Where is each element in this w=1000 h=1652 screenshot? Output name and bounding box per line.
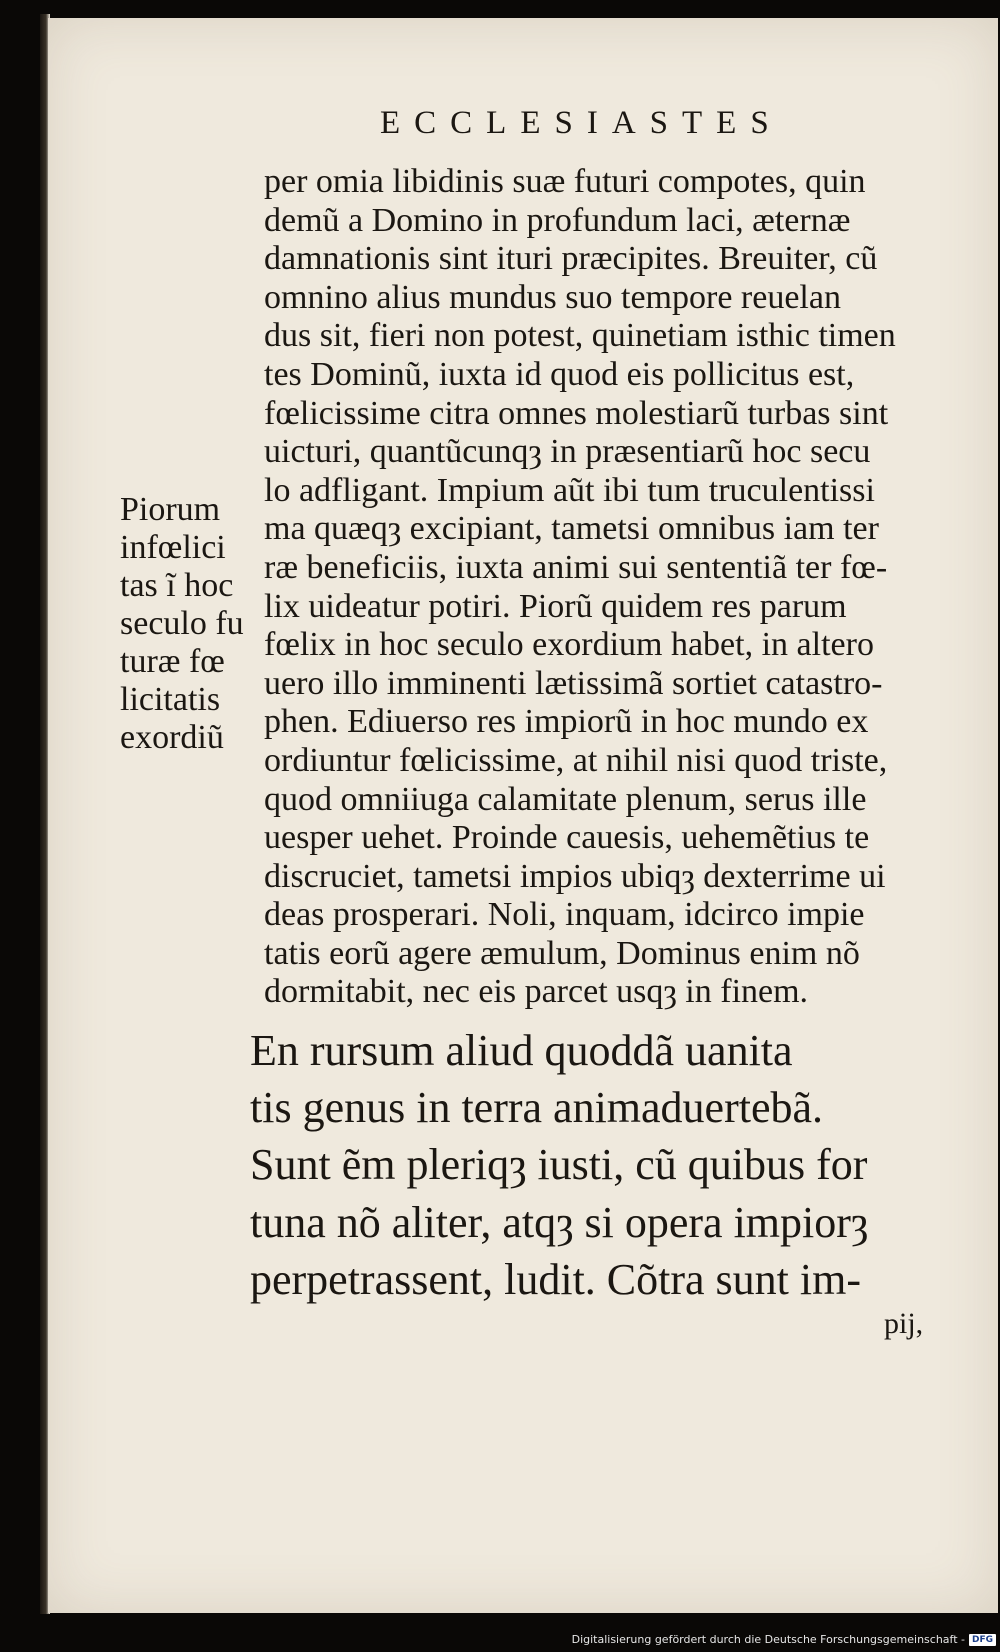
text-line: discruciet, tametsi impios ubiqȝ dexterrime ui <box>264 857 886 895</box>
text-line: omnino alius mundus suo tempore reuelan <box>264 278 841 316</box>
margin-note-line: seculo fu <box>120 605 244 642</box>
margin-note-line: infœlici <box>120 529 226 566</box>
margin-note-line: turæ fœ <box>120 643 225 680</box>
text-line: tes Dominũ, iuxta id quod eis pollicitus est, <box>264 355 855 393</box>
text-line: tatis eorũ agere æmulum, Dominus enim nõ <box>264 934 860 972</box>
text-line: dormitabit, nec eis parcet usqȝ in finem. <box>264 973 809 1011</box>
dfg-logo: DFG <box>969 1634 996 1646</box>
text-line: ma quæqȝ excipiant, tametsi omnibus iam ter <box>264 510 879 548</box>
digitization-credit <box>572 1633 996 1646</box>
catchword: pij, <box>884 1307 924 1340</box>
scripture-line: En rursum aliud quoddã uanita <box>250 1026 793 1075</box>
margin-note-line: tas ĩ hoc <box>120 567 234 604</box>
scripture-line: tuna nõ aliter, atqȝ si opera impiorȝ <box>250 1197 869 1247</box>
credit-text: Digitalisierung gefördert durch die Deutsche Forschungsgemeinschaft - <box>571 1633 965 1646</box>
text-line: uesper uehet. Proinde cauesis, uehemẽtius te <box>264 819 870 857</box>
scripture-line: Sunt ẽm pleriqȝ iusti, cũ quibus for <box>250 1140 868 1190</box>
margin-note-line: exordiũ <box>120 719 224 756</box>
text-line: fœlicissime citra omnes molestiarũ turbas sint <box>264 394 889 432</box>
text-line: uero illo imminenti lætissimã sortiet catastro- <box>264 664 883 702</box>
text-line: uicturi, quantũcunqȝ in præsentiarũ hoc secu <box>264 433 871 471</box>
text-line: phen. Ediuerso res impiorũ in hoc mundo ex <box>264 703 869 741</box>
margin-note <box>120 491 260 757</box>
scripture-line: tis genus in terra animaduertebã. <box>250 1083 824 1133</box>
text-line: lo adfligant. Impium aũt ibi tum truculentissi <box>264 471 875 509</box>
text-line: fœlix in hoc seculo exordium habet, in altero <box>264 626 874 664</box>
text-line: per omia libidinis suæ futuri compotes, quin <box>264 163 866 200</box>
running-head: ECCLESIASTES <box>380 105 783 141</box>
margin-note-line: licitatis <box>120 681 221 718</box>
text-line: lix uideatur potiri. Piorũ quidem res parum <box>264 587 847 625</box>
text-line: deas prosperari. Noli, inquam, idcirco impie <box>264 896 865 934</box>
text-line: quod omniiuga calamitate plenum, serus ille <box>264 780 867 818</box>
text-line: dus sit, fieri non potest, quinetiam isthic timen <box>264 317 896 355</box>
commentary-text <box>264 163 954 1012</box>
scripture-line: perpetrassent, ludit. Cõtra sunt im- <box>250 1254 861 1304</box>
text-line: damnationis sint ituri præcipites. Breuiter, cũ <box>264 240 878 278</box>
text-line: ordiuntur fœlicissime, at nihil nisi quod triste, <box>264 741 888 779</box>
text-line: ræ beneficiis, iuxta animi sui sententiã ter fœ- <box>264 548 888 586</box>
text-line: demũ a Domino in profundum laci, æternæ <box>264 201 851 239</box>
margin-note-line: Piorum <box>120 491 221 528</box>
scripture-text <box>250 1022 960 1308</box>
